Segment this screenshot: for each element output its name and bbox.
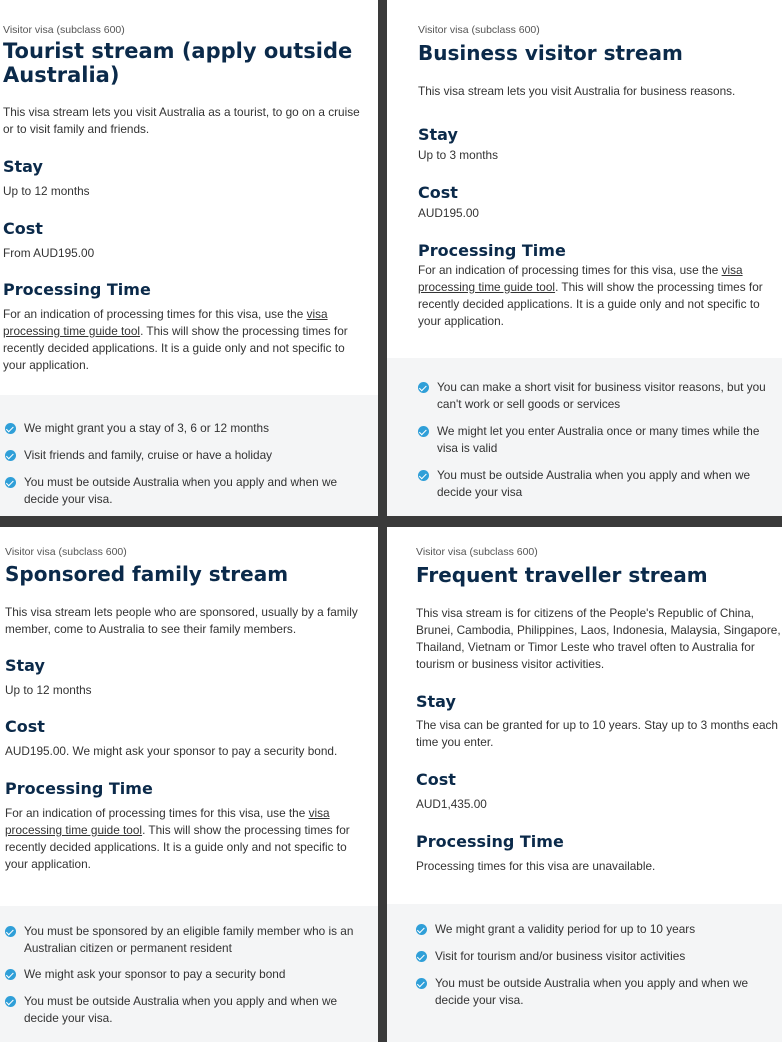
text-line: This visa stream is for citizens of the People's Republic of China, [416, 606, 754, 620]
cost-value: AUD195.00. We might ask your sponsor to pay a security bond. [5, 744, 338, 758]
processing-heading: Processing Time [418, 241, 566, 260]
text: For an indication of processing times for this visa, use the [3, 307, 307, 321]
card-business-visitor-stream [387, 0, 782, 516]
text-line: The visa can be granted for up to 10 years. Stay up to 3 months each [416, 718, 778, 732]
intro-text [416, 605, 781, 673]
stay-value [416, 717, 778, 751]
cost-value: AUD195.00 [418, 206, 479, 220]
text: For an indication of processing times for this visa, use the [418, 263, 722, 277]
processing-text [3, 306, 348, 374]
check-circle-icon [5, 450, 16, 461]
bullet-text: decide your visa. [24, 492, 113, 506]
bullet-text: You must be sponsored by an eligible family member who is an [24, 924, 354, 938]
text: . This will show the processing times for [142, 823, 350, 837]
processing-heading: Processing Time [5, 779, 153, 798]
card-sponsored-family-stream [0, 527, 378, 1042]
bullet-panel [387, 358, 782, 516]
card-title: Business visitor stream [418, 41, 683, 65]
text-line: Thailand, Vietnam or Timor Leste who travel often to Australia for [416, 640, 755, 654]
cost-heading: Cost [5, 717, 45, 736]
text-line: This visa stream lets you visit Australia as a tourist, to go on a cruise [3, 105, 360, 119]
card-title: Sponsored family stream [5, 562, 289, 586]
subclass-label: Visitor visa (subclass 600) [5, 546, 127, 558]
bullet-text: Visit for tourism and/or business visitor activities [435, 949, 686, 963]
text-line: recently decided applications. It is a guide only and not specific to [3, 341, 345, 355]
stay-value: Up to 3 months [418, 148, 498, 162]
cost-value: AUD1,435.00 [416, 797, 487, 811]
title-line: Tourist stream (apply outside [3, 39, 353, 63]
bullet-text: You must be outside Australia when you apply and when we [24, 475, 338, 489]
processing-time-link[interactable]: processing time guide tool [3, 324, 141, 338]
text: . This will show the processing times for [140, 324, 348, 338]
text-line: recently decided applications. It is a guide only and not specific to [5, 840, 347, 854]
check-circle-icon [5, 926, 16, 937]
processing-time-link[interactable]: visa [721, 263, 743, 277]
bullet-text: can't work or sell goods or services [437, 397, 621, 411]
check-circle-icon [5, 423, 16, 434]
text: For an indication of processing times for this visa, use the [5, 806, 309, 820]
processing-time-link[interactable]: visa [308, 806, 330, 820]
text-line: your application. [418, 314, 504, 328]
subclass-label: Visitor visa (subclass 600) [416, 546, 538, 558]
processing-heading: Processing Time [416, 832, 564, 851]
bullet-text: You must be outside Australia when you apply and when we [437, 468, 751, 482]
check-circle-icon [416, 951, 427, 962]
text-line: your application. [5, 857, 91, 871]
text-line: time you enter. [416, 735, 494, 749]
processing-text [5, 805, 350, 873]
subclass-label: Visitor visa (subclass 600) [3, 24, 125, 36]
stay-heading: Stay [3, 157, 43, 176]
card-frequent-traveller-stream [387, 527, 782, 1042]
bullet-text: You can make a short visit for business visitor reasons, but you [437, 380, 766, 394]
stay-heading: Stay [416, 692, 456, 711]
stay-value: Up to 12 months [5, 683, 92, 697]
bullet-text: We might let you enter Australia once or many times while the [437, 424, 760, 438]
bullet-text: We might grant a validity period for up to 10 years [435, 922, 696, 936]
text-line: This visa stream lets people who are sponsored, usually by a family [5, 605, 358, 619]
text-line: or to visit family and friends. [3, 122, 150, 136]
check-circle-icon [418, 470, 429, 481]
check-circle-icon [5, 477, 16, 488]
subclass-label: Visitor visa (subclass 600) [418, 24, 540, 36]
text: . This will show the processing times for [555, 280, 763, 294]
processing-heading: Processing Time [3, 280, 151, 299]
stay-value: Up to 12 months [3, 184, 90, 198]
bullet-text: decide your visa. [24, 1011, 113, 1025]
processing-text: Processing times for this visa are unavailable. [416, 859, 656, 873]
bullet-text: visa is valid [437, 441, 498, 455]
processing-time-link[interactable]: processing time guide tool [418, 280, 556, 294]
processing-time-link[interactable]: visa [306, 307, 328, 321]
bullet-text: We might ask your sponsor to pay a security bond [24, 967, 286, 981]
text-line: tourism or business visitor activities. [416, 657, 605, 671]
check-circle-icon [418, 426, 429, 437]
cost-heading: Cost [418, 183, 458, 202]
processing-time-link[interactable]: processing time guide tool [5, 823, 143, 837]
cost-heading: Cost [416, 770, 456, 789]
processing-text [418, 262, 763, 330]
bullet-panel [0, 395, 378, 516]
check-circle-icon [5, 969, 16, 980]
bullet-text: We might grant you a stay of 3, 6 or 12 months [24, 421, 270, 435]
bullet-text: Visit friends and family, cruise or have a holiday [24, 448, 273, 462]
card-title: Frequent traveller stream [416, 563, 708, 587]
card-title [3, 40, 352, 87]
text-line: Brunei, Cambodia, Philippines, Laos, Indonesia, Malaysia, Singapore, [416, 623, 781, 637]
bullet-text: decide your visa. [435, 993, 524, 1007]
bullet-text: Australian citizen or permanent resident [24, 941, 232, 955]
check-circle-icon [5, 996, 16, 1007]
text-line: your application. [3, 358, 89, 372]
bullet-text: decide your visa [437, 485, 523, 499]
intro-text [5, 604, 358, 638]
check-circle-icon [418, 382, 429, 393]
text-line: recently decided applications. It is a guide only and not specific to [418, 297, 760, 311]
stay-heading: Stay [5, 656, 45, 675]
cost-heading: Cost [3, 219, 43, 238]
bullet-panel [0, 906, 378, 1042]
stay-heading: Stay [418, 125, 458, 144]
intro-text: This visa stream lets you visit Australia for business reasons. [418, 84, 736, 98]
cost-value: From AUD195.00 [3, 246, 95, 260]
intro-text [3, 104, 360, 138]
check-circle-icon [416, 978, 427, 989]
title-line: Australia) [3, 62, 120, 87]
bullet-text: You must be outside Australia when you apply and when we [24, 994, 338, 1008]
bullet-panel [387, 904, 782, 1042]
check-circle-icon [416, 924, 427, 935]
card-tourist-stream [0, 0, 378, 516]
bullet-text: You must be outside Australia when you apply and when we [435, 976, 749, 990]
text-line: member, come to Australia to see their family members. [5, 622, 297, 636]
